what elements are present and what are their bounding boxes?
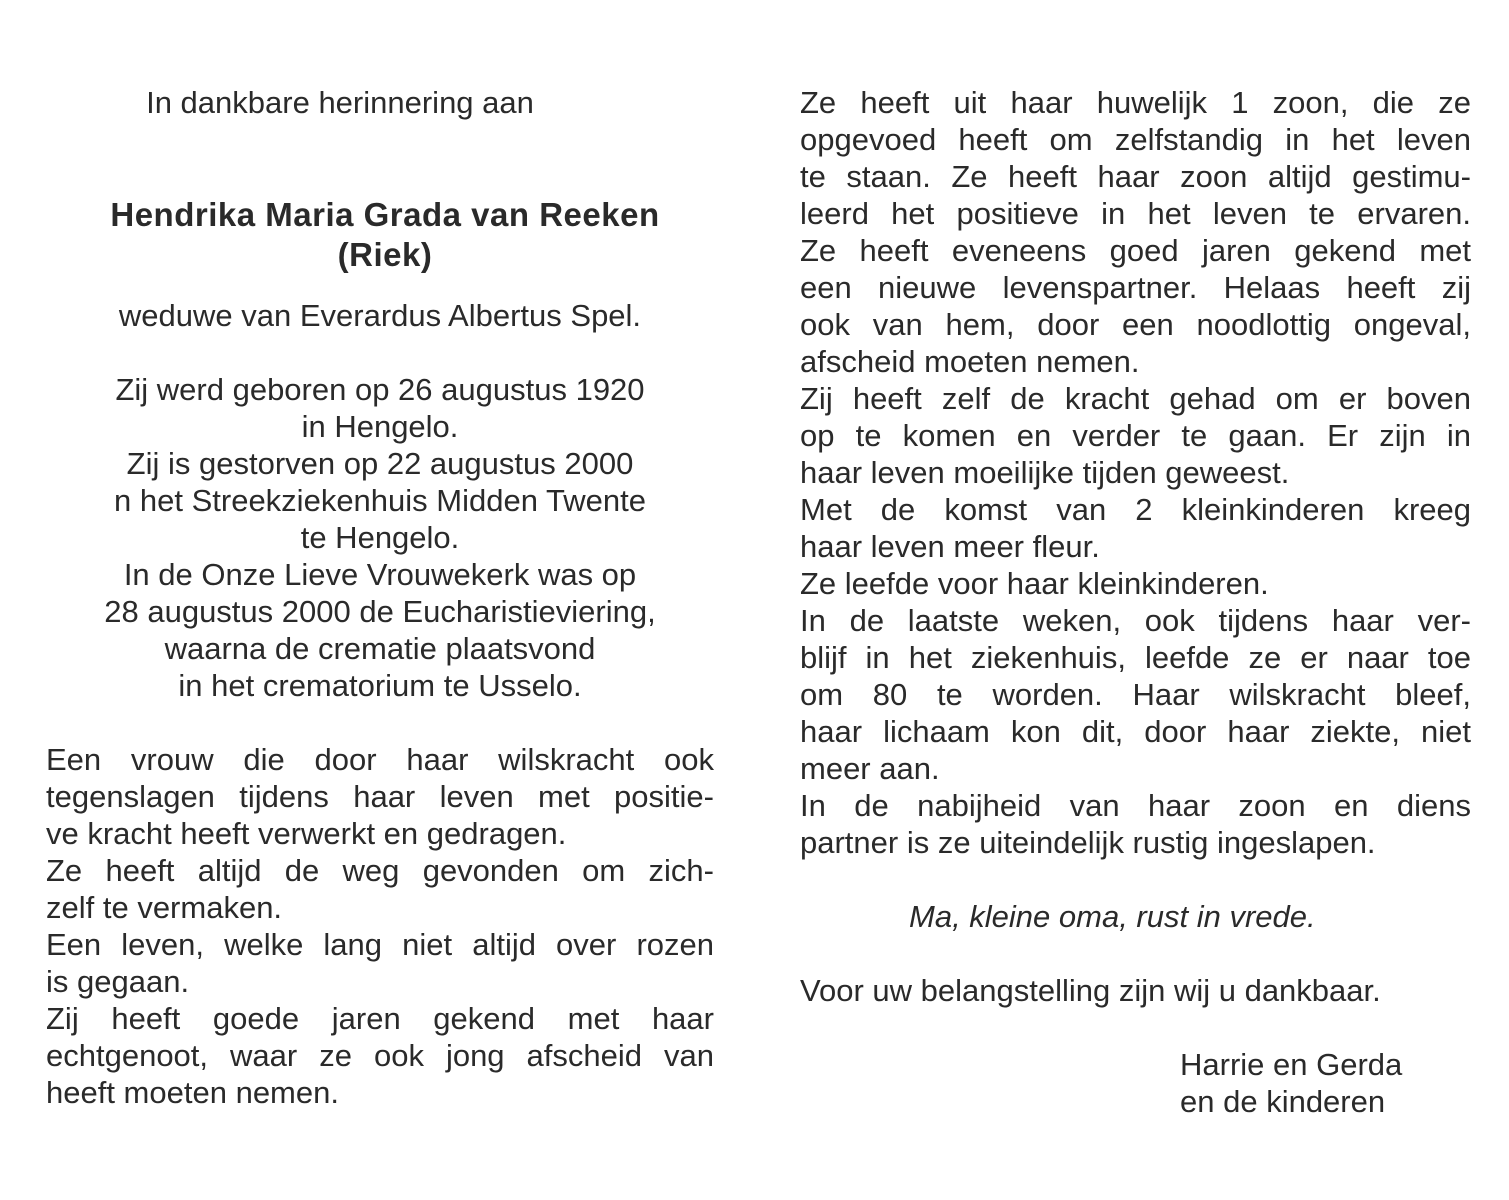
body-line: Ze heeft uit haar huwelijk 1 zoon, die ze [800,85,1471,120]
body-line: meer aan. [800,751,940,786]
body-line: op te komen en verder te gaan. Er zijn in [800,418,1471,453]
body-line: echtgenoot, waar ze ook jong afscheid van [46,1038,714,1073]
body-line: tegenslagen tijdens haar leven met positie- [46,779,714,814]
facts-block [46,371,714,704]
body-line: In de nabijheid van haar zoon en diens [800,788,1471,823]
fact-line: 28 augustus 2000 de Eucharistieviering, [104,594,656,629]
body-line: Een leven, welke lang niet altijd over rozen [46,927,714,962]
body-line: ve kracht heeft verwerkt en gedragen. [46,816,567,851]
body-line: heeft moeten nemen. [46,1075,339,1110]
body-line: haar leven meer fleur. [800,529,1100,564]
body-line: leerd het positieve in het leven te ervaren. [800,196,1471,231]
farewell-text: Ma, kleine oma, rust in vrede. [909,899,1316,934]
body-line: haar leven moeilijke tijden geweest. [800,455,1290,490]
fact-line: in Hengelo. [301,409,459,444]
body-line: zelf te vermaken. [46,890,283,925]
body-line: Ze heeft eveneens goed jaren gekend met [800,233,1471,268]
body-line: Ze leefde voor haar kleinkinderen. [800,566,1269,601]
right-column [800,84,1471,1120]
body-line: om 80 te worden. Haar wilskracht bleef, [800,677,1471,712]
fact-line: Zij werd geboren op 26 augustus 1920 [115,372,645,407]
fact-line: te Hengelo. [300,520,460,555]
fact-line: In de Onze Lieve Vrouwekerk was op [123,557,637,592]
body-line: partner is ze uiteindelijk rustig ingeslapen. [800,825,1376,860]
fact-line: in het crematorium te Usselo. [178,668,582,703]
body-line: haar lichaam kon dit, door haar ziekte, niet [800,714,1471,749]
left-column [46,84,714,1111]
body-line: Ze heeft altijd de weg gevonden om zich- [46,853,714,888]
deceased-nickname: (Riek) [337,236,433,273]
thanks-text: Voor uw belangstelling zijn wij u dankbaar. [800,973,1381,1008]
signature [800,1046,1471,1120]
signature-names: Harrie en Gerda [1180,1047,1403,1082]
body-line: te staan. Ze heeft haar zoon altijd gestimu- [800,159,1471,194]
fact-line: n het Streekziekenhuis Midden Twente [114,483,646,518]
body-line: een nieuwe levenspartner. Helaas heeft zij [800,270,1471,305]
body-line: In de laatste weken, ook tijdens haar ver- [800,603,1471,638]
fact-line: waarna de crematie plaatsvond [164,631,596,666]
body-line: is gegaan. [46,964,190,999]
body-line: ook van hem, door een noodlottig ongeval, [800,307,1471,342]
fact-line: Zij is gestorven op 22 augustus 2000 [126,446,634,481]
right-body [800,84,1471,861]
widow-text: weduwe van Everardus Albertus Spel. [118,298,642,333]
left-body [46,741,714,1111]
body-line: blijf in het ziekenhuis, leefde ze er naar toe [800,640,1471,675]
intro-text: In dankbare herinnering aan [146,85,534,120]
body-line: Met de komst van 2 kleinkinderen kreeg [800,492,1471,527]
body-line: Zij heeft goede jaren gekend met haar [46,1001,714,1036]
deceased-name: Hendrika Maria Grada van Reeken [110,196,660,233]
body-line: Zij heeft zelf de kracht gehad om er boven [800,381,1471,416]
body-line: afscheid moeten nemen. [800,344,1140,379]
body-line: Een vrouw die door haar wilskracht ook [46,742,714,777]
signature-family: en de kinderen [1180,1084,1386,1119]
body-line: opgevoed heeft om zelfstandig in het leven [800,122,1471,157]
